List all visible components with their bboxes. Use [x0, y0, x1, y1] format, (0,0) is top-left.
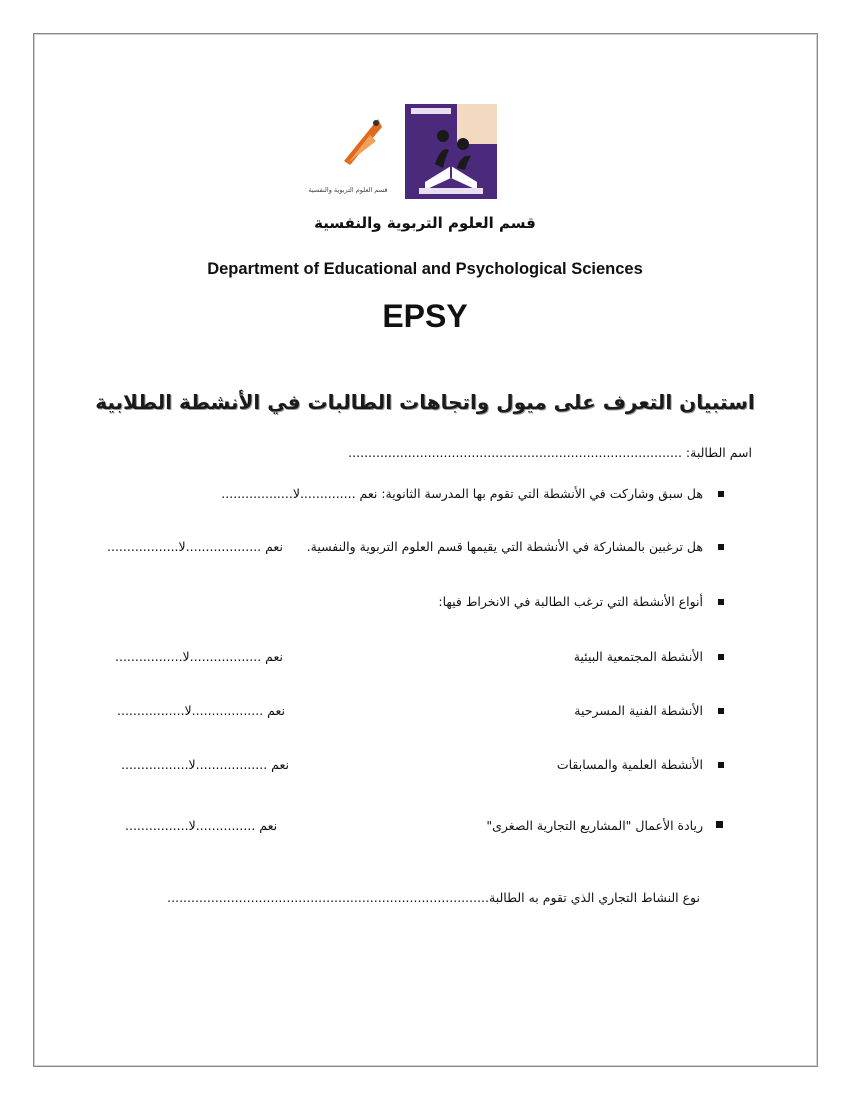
answer-community[interactable]: نعم ..................لا.................	[115, 649, 283, 664]
bullet	[718, 544, 724, 550]
activity-science: الأنشطة العلمية والمسابقات	[556, 757, 703, 772]
student-name-field[interactable]: اسم الطالبة: ....................................................................................	[348, 445, 752, 460]
survey-title: استبيان التعرف على ميول واتجاهات الطالبات في الأنشطة الطلابية	[95, 390, 755, 414]
question-desire-participate: هل ترغبين بالمشاركة في الأنشطة التي يقيمها قسم العلوم التربوية والنفسية.	[306, 539, 703, 554]
bullet	[718, 762, 724, 768]
question-activity-types: أنواع الأنشطة التي ترغب الطالبة في الانخراط فيها:	[438, 594, 703, 609]
question-prior-participation[interactable]: هل سبق وشاركت في الأنشطة التي تقوم بها المدرسة الثانوية: نعم ..............لا..................	[221, 486, 703, 501]
answer-desire-participate[interactable]: نعم ...................لا..................	[107, 539, 283, 554]
answer-entrepreneurship[interactable]: نعم ...............لا................	[125, 818, 278, 833]
bullet	[718, 599, 724, 605]
bullet	[718, 708, 724, 714]
department-name-english: Department of Educational and Psychological Sciences	[207, 260, 643, 278]
activity-theatre: الأنشطة الفنية المسرحية	[574, 703, 703, 718]
college-logo	[405, 104, 497, 199]
bullet	[718, 491, 724, 497]
activity-entrepreneurship: ريادة الأعمال "المشاريع التجارية الصغرى"	[486, 818, 703, 833]
department-abbreviation: EPSY	[382, 298, 468, 334]
department-name-arabic: قسم العلوم التربوية والنفسية	[314, 214, 536, 232]
logo-caption: قسم العلوم التربوية والنفسية	[308, 186, 388, 194]
answer-theatre[interactable]: نعم ..................لا.................	[117, 703, 285, 718]
business-type-field[interactable]: نوع النشاط التجاري الذي تقوم به الطالبة.................................................................................	[167, 890, 700, 905]
bullet	[718, 654, 724, 660]
answer-science[interactable]: نعم ..................لا.................	[121, 757, 289, 772]
activity-community: الأنشطة المجتمعية البيئية	[573, 649, 703, 664]
bullet	[716, 821, 723, 828]
